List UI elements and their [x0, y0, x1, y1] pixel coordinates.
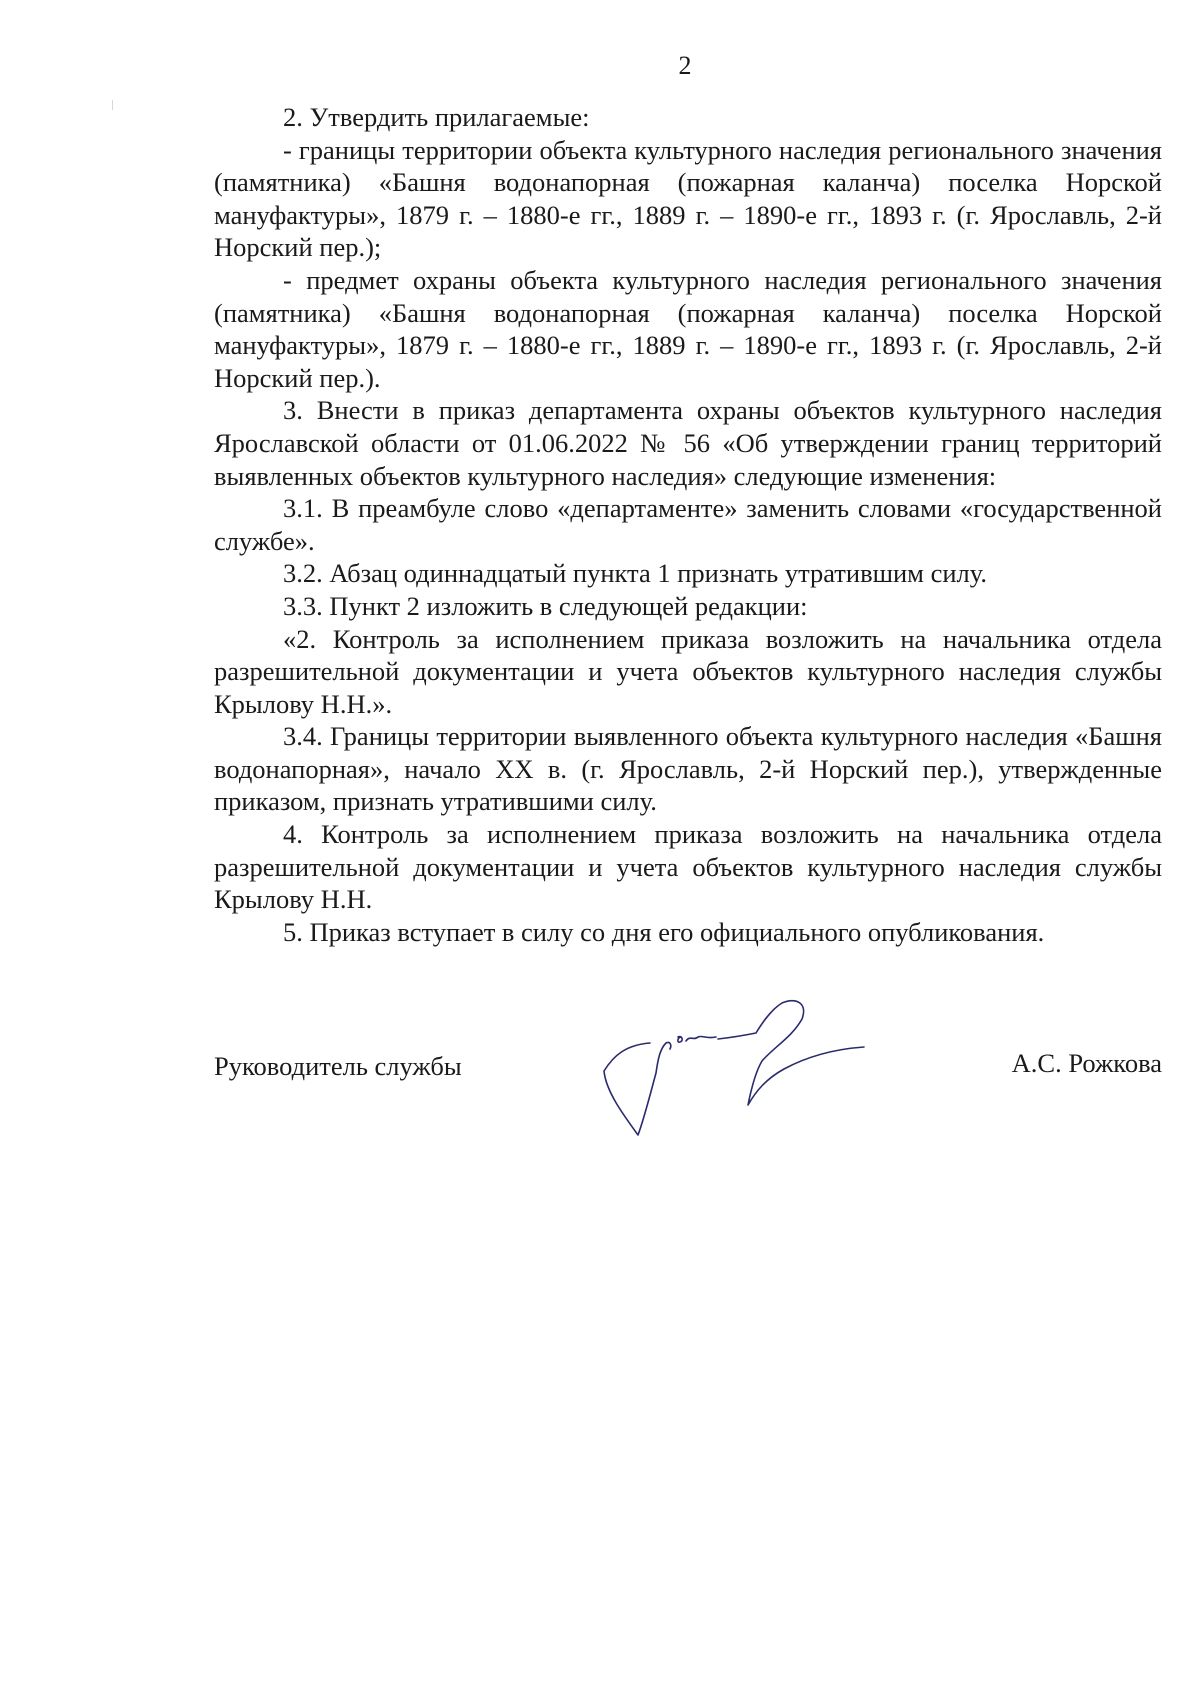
signatory-name: А.С. Рожкова [1011, 1048, 1162, 1078]
page-number: 2 [678, 51, 692, 80]
signature-stroke-main [718, 1001, 864, 1105]
signature-block [214, 1050, 1162, 1210]
paragraph-3-1: 3.1. В преамбуле слово «департаменте» заменить словами «государственной службе». [214, 493, 1162, 556]
signature-stroke-left [604, 1042, 671, 1135]
paragraph-amend-order: 3. Внести в приказ департамента охраны объектов культурного наследия Ярославской области от 01.06.2022 № 56 «Об утверждении границ территорий выявленных объектов культурного наследия» следующие изменения: [214, 395, 1162, 491]
paragraph-3-3: 3.3. Пункт 2 изложить в следующей редакции: [283, 590, 808, 621]
paragraph-protection-subject: - предмет охраны объекта культурного наследия регионального значения (памятника) «Башня водонапорная (пожарная каланча) поселка Норской мануфактуры», 1879 г. – 1880-е гг., 1889 г. – 1890-е гг., 1893 г. (г. Ярославль, 2-й Норский пер.). [214, 264, 1162, 393]
margin-mark [112, 100, 113, 110]
document-body [214, 101, 1162, 948]
signatory-role: Руководитель службы [214, 1051, 462, 1081]
paragraph-approve: 2. Утвердить прилагаемые: [283, 102, 590, 132]
paragraph-new-item-2: «2. Контроль за исполнением приказа возложить на начальника отдела разрешительной документации и учета объектов культурного наследия службы Крылову Н.Н.». [214, 623, 1162, 719]
paragraph-3-4: 3.4. Границы территории выявленного объекта культурного наследия «Башня водонапорная», начало XX в. (г. Ярославль, 2-й Норский пер.), утвержденные приказом, признать утратившими силу. [214, 721, 1162, 817]
signature-stroke-small [678, 1036, 716, 1042]
paragraph-3-2: 3.2. Абзац одиннадцатый пункта 1 признать утратившим силу. [283, 558, 987, 589]
paragraph-boundaries: - границы территории объекта культурного наследия регионального значения (памятника) «Башня водонапорная (пожарная каланча) поселка Норской мануфактуры», 1879 г. – 1880-е гг., 1889 г. – 1890-е гг., 1893 г. (г. Ярославль, 2-й Норский пер.); [214, 134, 1162, 263]
paragraph-effective: 5. Приказ вступает в силу со дня его официального опубликования. [283, 916, 1045, 947]
paragraph-control: 4. Контроль за исполнением приказа возложить на начальника отдела разрешительной документации и учета объектов культурного наследия службы Крылову Н.Н. [214, 819, 1162, 915]
handwritten-signature [586, 995, 866, 1165]
